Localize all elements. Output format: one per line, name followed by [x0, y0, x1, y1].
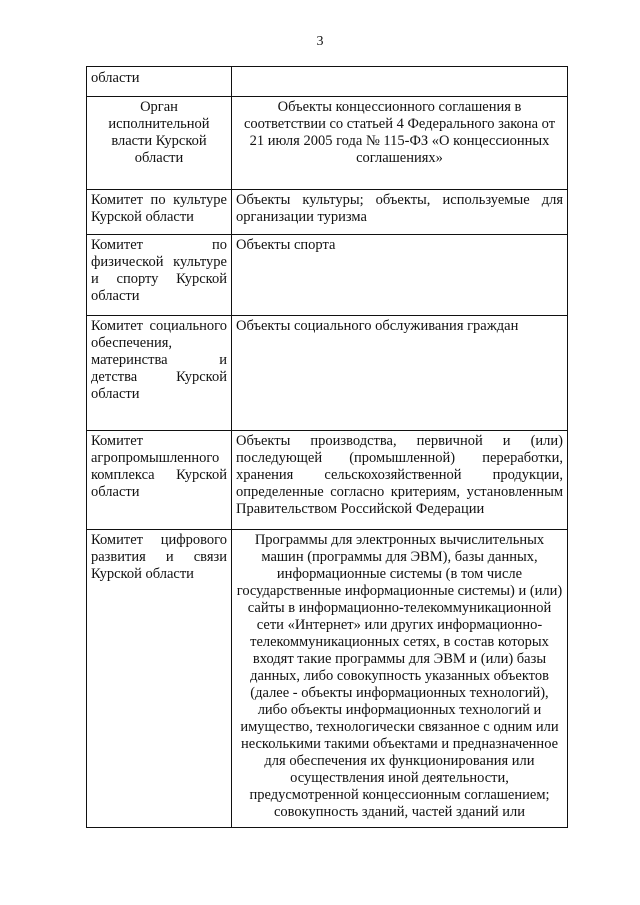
table-cell-objects: Объекты культуры; объекты, используемые для организации туризма	[232, 190, 568, 235]
table-cell-objects: Объекты производства, первичной и (или) последующей (промышленной) переработки, хранения сельскохозяйственной продукции, определенные согласно критериям, установленным Правительством Российской Федерации	[232, 431, 568, 530]
table-row	[87, 67, 568, 97]
table-row	[87, 316, 568, 431]
table-row	[87, 235, 568, 316]
table-cell-objects: Программы для электронных вычислительных машин (программы для ЭВМ), базы данных, информационные системы (в том числе государственные информационные системы) и (или) сайты в информационно-телекоммуникационной сети «Интернет» или других информационно-телекоммуникационных сетях, в состав которых входят такие программы для ЭВМ и (или) базы данных, либо совокупность указанных объектов (далее - объекты информационных технологий), либо объекты информационных технологий и имущество, технологически связанное с одним или несколькими такими объектами и предназначенное для обеспечения их функционирования или осуществления иной деятельности, предусмотренной концессионным соглашением; совокупность зданий, частей зданий или	[232, 530, 568, 828]
page-number: 3	[316, 34, 324, 49]
table-row	[87, 530, 568, 828]
table-cell-objects: Объекты социального обслуживания граждан	[232, 316, 568, 431]
table-cell-authority: Комитет по физической культуре и спорту Курской области	[87, 235, 232, 316]
header-cell-objects: Объекты концессионного соглашения в соответствии со статьей 4 Федерального закона от 21 июля 2005 года № 115-ФЗ «О концессионных соглашениях»	[232, 97, 568, 190]
table-cell-authority: Комитет социального обеспечения, материнства и детства Курской области	[87, 316, 232, 431]
table-header-row	[87, 97, 568, 190]
table-row	[87, 431, 568, 530]
table-cell-authority: Комитет агропромышленного комплекса Курской области	[87, 431, 232, 530]
table-cell-authority: Комитет по культуре Курской области	[87, 190, 232, 235]
table-cell-authority: области	[87, 67, 232, 97]
table-cell-authority: Комитет цифрового развития и связи Курской области	[87, 530, 232, 828]
table-cell-objects	[232, 67, 568, 97]
table-row	[87, 190, 568, 235]
header-cell-authority: Орган исполнительной власти Курской области	[87, 97, 232, 190]
concession-objects-table	[86, 66, 568, 828]
table-cell-objects: Объекты спорта	[232, 235, 568, 316]
